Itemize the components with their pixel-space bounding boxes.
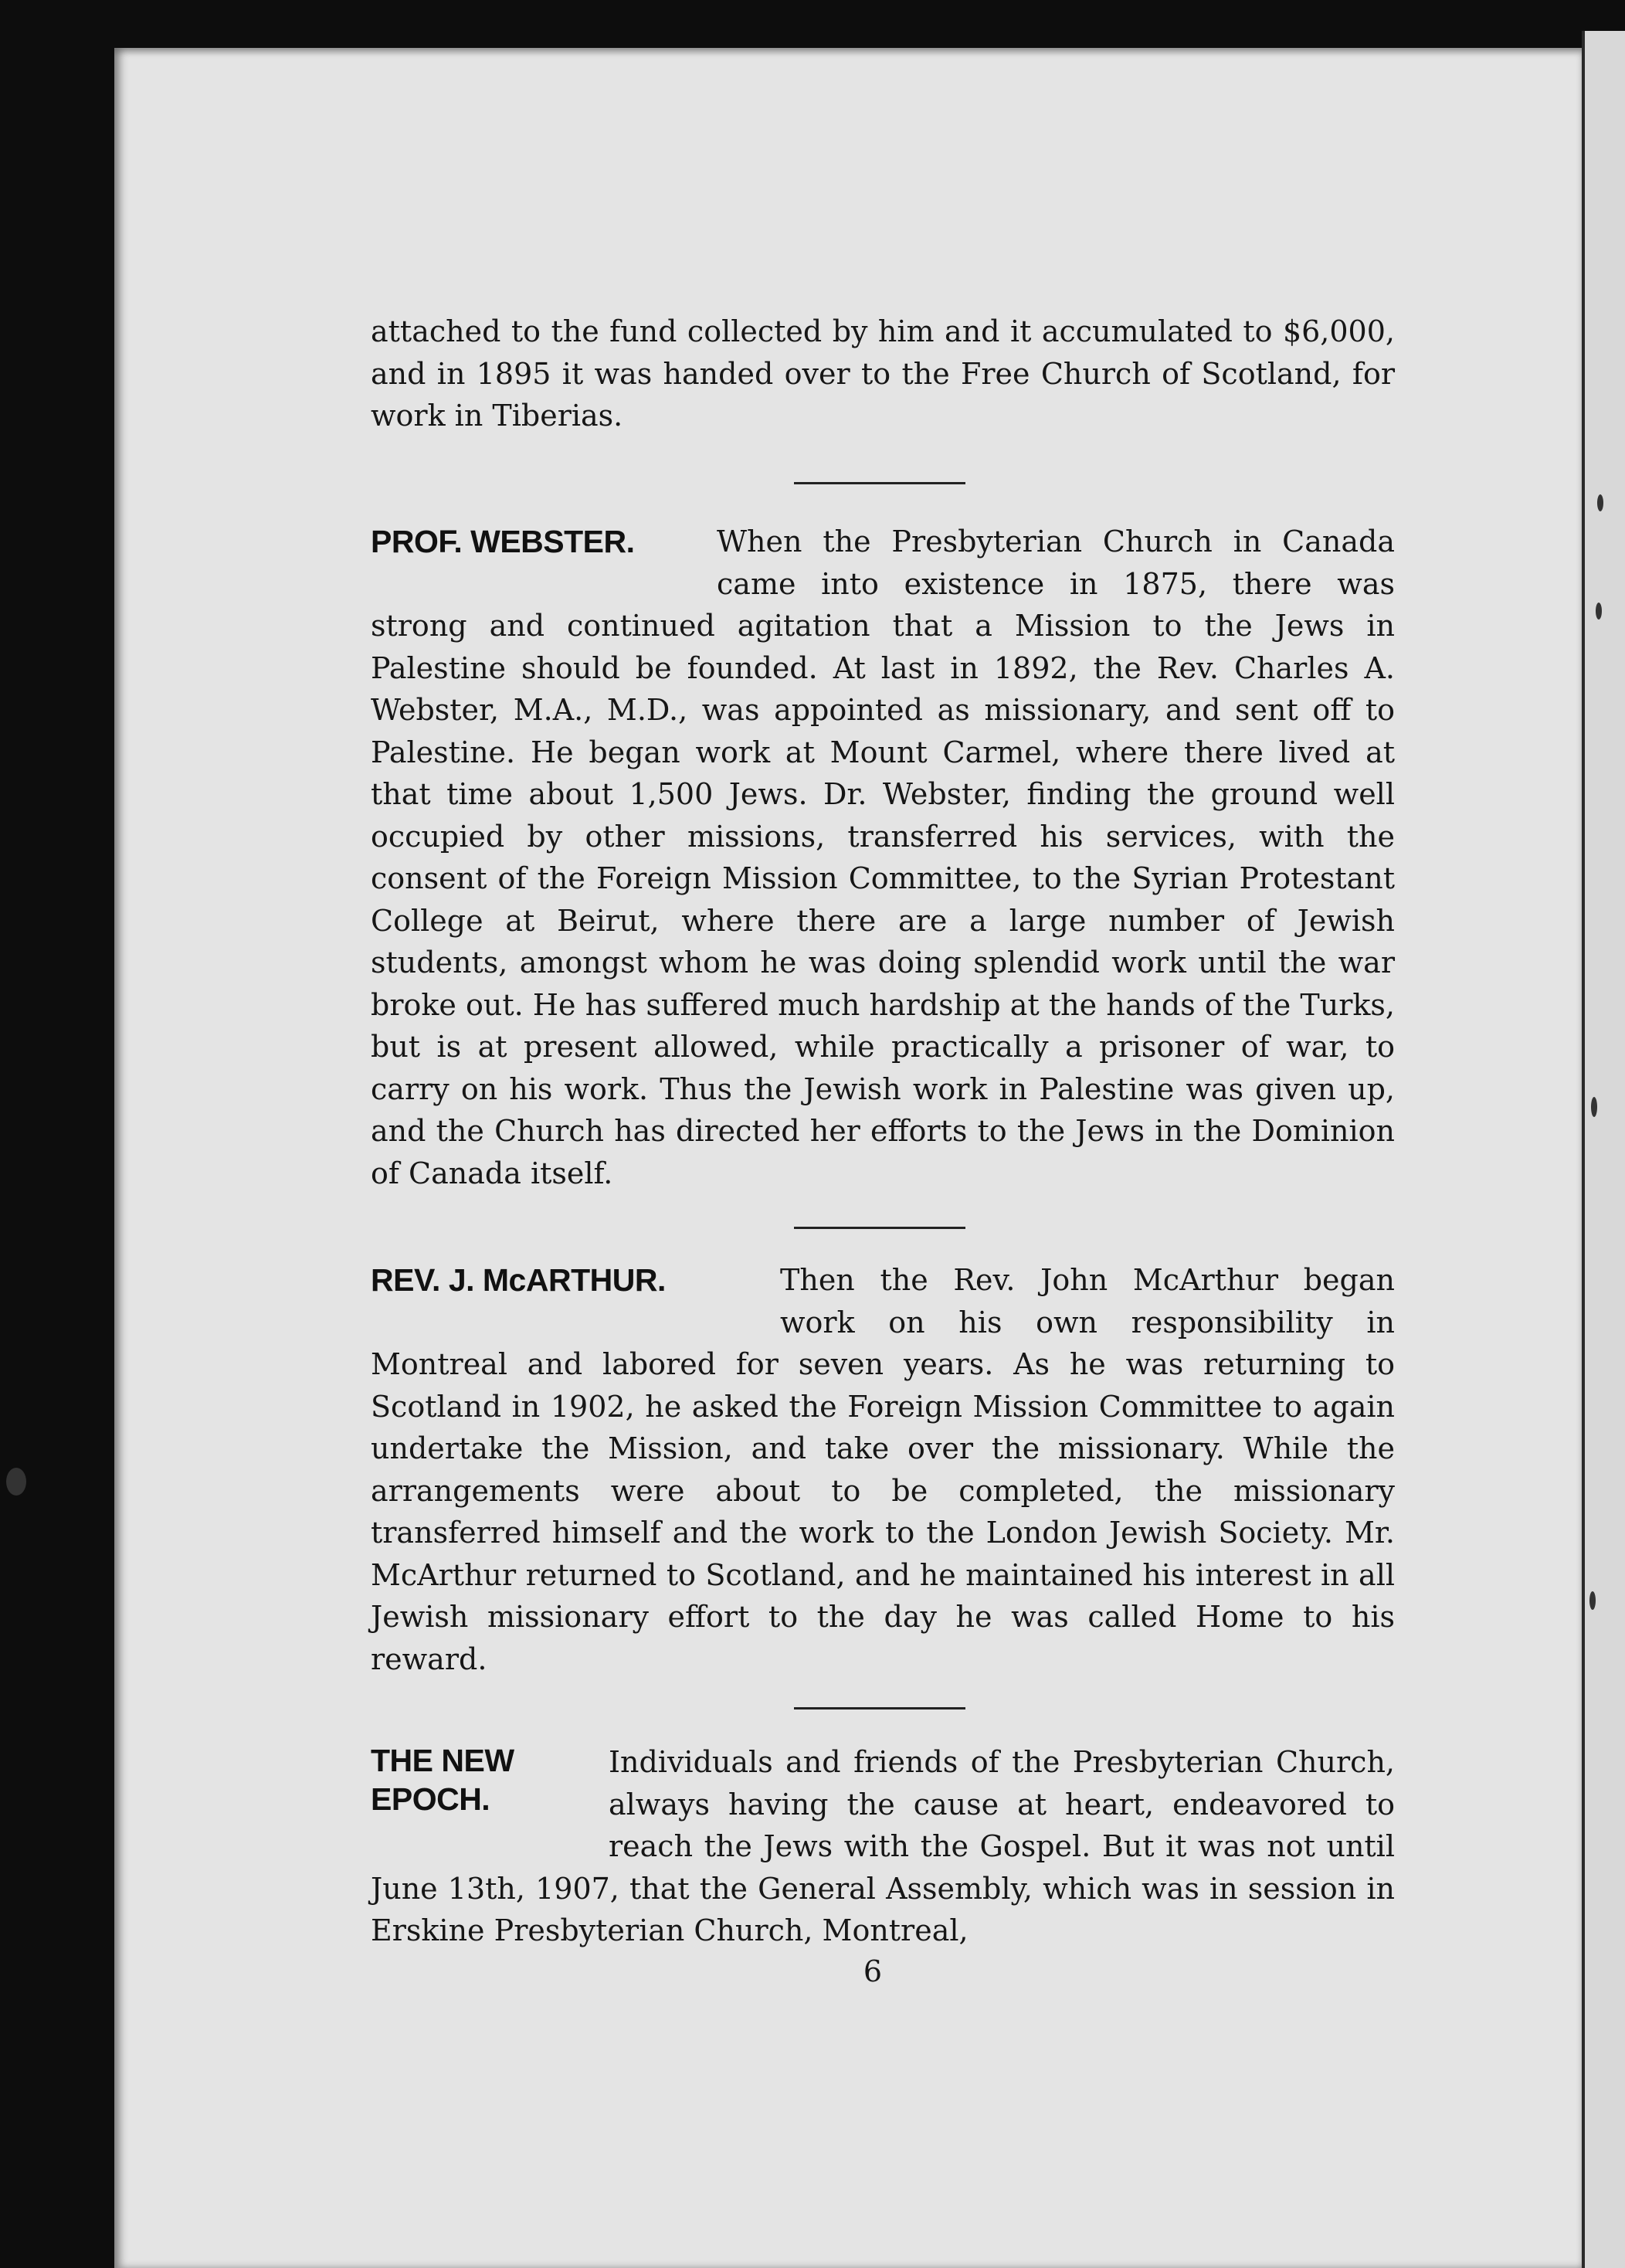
section-heading: REV. J. McARTHUR. (371, 1262, 666, 1298)
scan-speck (1596, 603, 1602, 620)
section-text: Individuals and friends of the Presbyterian Church, always having the cause at heart, endeavored to reach the Jews with the Gospel. But it was not until June 13th, 1907, that the General Assembly, which was in session in Erskine Presbyterian Church, Montreal, (371, 1745, 1395, 1947)
section-text: When the Presbyterian Church in Canada came into existence in 1875, there was strong and continued agitation that a Mission to the Jews in Palestine should be founded. At last in 1892, the Rev. Charles A. Webster, M.A., M.D., was appointed as missionary, and sent off to Palestine. He began work at Mount Carmel, where there lived at that time about 1,500 Jews. Dr. Webster, finding the ground well occupied by other missions, transferred his services, with the consent of the Foreign Mission Committee, to the Syrian Protestant College at Beirut, where there are a large number of Jewish students, amongst whom he was doing splendid work until the war broke out. He has suffered much hardship at the hands of the Turks, but is at present allowed, while practically a prisoner of war, to carry on his work. Thus the Jewish work in Palestine was given up, and the Church has directed her efforts to the Jews in the Dominion of Canada itself. (371, 525, 1395, 1190)
scan-speck (1591, 1097, 1597, 1117)
scan-speck (1597, 494, 1603, 511)
section-heading-line: THE NEW (371, 1743, 514, 1778)
scan-speck (1589, 1591, 1596, 1610)
scan-speck (6, 1468, 26, 1496)
intro-paragraph: attached to the fund collected by him and it accumulated to $6,000, and in 1895 it was handed over to the Free Church of Scotland, for work in Tiberias. (371, 314, 1395, 433)
section-divider (794, 1707, 965, 1709)
section-text: Then the Rev. John McArthur began work on his own responsibility in Montreal and labored for seven years. As he was returning to Scotland in 1902, he asked the Foreign Mission Committee to again undertake the Mission, and take over the missionary. While the arrangements were about to be completed, the missionary transferred himself and the work to the London Jewish Society. Mr. McArthur returned to Scotland, and he maintained his interest in all Jewish missionary effort to the day he was called Home to his reward. (371, 1263, 1395, 1676)
section-rev-mcarthur (371, 1259, 1395, 1680)
section-heading: PROF. WEBSTER. (371, 524, 635, 559)
section-heading (371, 1741, 609, 1865)
section-the-new-epoch (371, 1741, 1395, 1952)
section-heading-line: EPOCH. (371, 1781, 490, 1817)
adjacent-page-edge (1582, 31, 1625, 2268)
section-divider (794, 1227, 965, 1229)
page-number: 6 (863, 1954, 883, 1988)
section-prof-webster (371, 521, 1395, 1194)
section-divider (794, 482, 965, 484)
